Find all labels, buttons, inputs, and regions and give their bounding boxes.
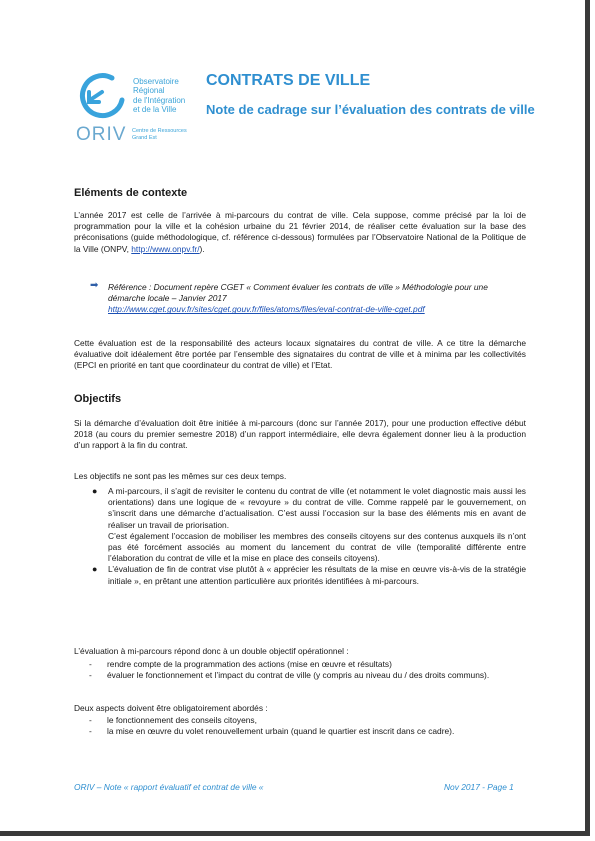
list-item: ● A mi-parcours, il s’agit de revisiter le contenu du contrat de ville (et notamment le volet diagnostic mais aussi les orientations) dans une logique de « revoyure » du contrat de ville. Comme rappelé par le gouvernement, on s’inscrit dans une démarche d’actualisation. C’est aussi l’occasion sur la base des éléments mis en avant de réaliser un travail de priorisation. C’est également l’occasion de mobiliser les membres des conseils citoyens sur des contenus auxquels ils n’ont pas été forcément associés au moment du lancement du contrat de ville (temporalité différente entre l’élaboration du contrat de ville et la mise en place des conseils citoyens). xyxy=(92,486,526,564)
list-item: - rendre compte de la programmation des actions (mise en œuvre et résultats) xyxy=(89,659,392,669)
logo-centre: Centre de Ressources Grand Est xyxy=(132,128,187,141)
oriv-logo-icon xyxy=(76,70,132,122)
footer-left: ORIV – Note « rapport évaluatif et contrat de ville « xyxy=(74,782,264,792)
section-heading-contexte: Eléments de contexte xyxy=(74,187,188,199)
contexte-paragraph-2: Cette évaluation est de la responsabilité des acteurs locaux signataires du contrat de ville. A ce titre la démarche évaluative doit idéalement être portée par l’ensemble des signataires du contrat de ville et à minima par les collectivités (EPCI en priorité en tant que coordinateur du contrat de ville) et l’Etat. xyxy=(74,338,526,371)
bullet-icon: ● xyxy=(92,564,98,575)
bullet-icon: ● xyxy=(92,486,98,496)
section-heading-objectifs: Objectifs xyxy=(74,393,122,405)
cget-link[interactable]: http://www.cget.gouv.fr/sites/cget.gouv.fr/files/atoms/files/eval-contrat-de-ville-cget.pdf xyxy=(108,304,425,315)
list-item: - évaluer le fonctionnement et l’impact du contrat de ville (y compris au niveau du / des droits communs). xyxy=(89,670,490,681)
page-subtitle: Note de cadrage sur l’évaluation des contrats de ville xyxy=(206,102,535,117)
objectifs-dash-list-1 xyxy=(74,659,526,681)
reference-block: Référence : Document repère CGET « Comment évaluer les contrats de ville » Méthodologie pour une démarche locale – Janvier 2017 http://www.cget.gouv.fr/sites/cget.gouv.fr/files/atoms/files/eval-contrat-de-ville-cget.pdf xyxy=(108,282,488,315)
logo-oriv: ORIV xyxy=(76,124,127,145)
onpv-link[interactable]: http://www.onpv.fr/ xyxy=(131,243,200,254)
page-title: CONTRATS DE VILLE xyxy=(206,72,371,89)
objectifs-paragraph-2: Les objectifs ne sont pas les mêmes sur ces deux temps. xyxy=(74,471,287,481)
objectifs-paragraph-3: L’évaluation à mi-parcours répond donc à un double objectif opérationnel : xyxy=(74,646,349,656)
objectifs-dash-list-2 xyxy=(74,715,526,737)
footer-page-number: Nov 2017 - Page 1 xyxy=(444,782,514,792)
list-item: - le fonctionnement des conseils citoyens, xyxy=(89,715,257,725)
logo-text: Observatoire Régional de l'Intégration et de la Ville xyxy=(133,77,186,115)
objectifs-paragraph-4: Deux aspects doivent être obligatoirement abordés : xyxy=(74,703,268,713)
objectifs-bullets xyxy=(80,486,526,587)
arrow-right-icon: ➡ xyxy=(90,280,99,291)
contexte-paragraph-1: L’année 2017 est celle de l’arrivée à mi-parcours du contrat de ville. Cela suppose, comme précisé par la loi de programmation pour la ville et la cohésion urbaine du 21 février 2014, de réaliser cette évaluation sur la base des préconisations (guide méthodologique, cf. référence ci-dessous) formulées par l’Observatoire National de la Politique de la Ville (ONPV, http://www.onpv.fr/). xyxy=(74,210,526,254)
list-item: ● L’évaluation de fin de contrat vise plutôt à « apprécier les résultats de la mise en œuvre vis-à-vis de la stratégie initiale », en prêtant une attention particulière aux priorités identifiées à mi-parcours. xyxy=(92,564,526,586)
list-item: - la mise en œuvre du volet renouvellement urbain (quand le quartier est inscrit dans ce cadre). xyxy=(89,726,455,737)
objectifs-paragraph-1: Si la démarche d’évaluation doit être initiée à mi-parcours (donc sur l’année 2017), pour une production effective début 2018 (au cours du premier semestre 2018) d’un rapport intermédiaire, elle devra également donner lieu à la production d’un rapport à la fin du contrat. xyxy=(74,418,526,451)
